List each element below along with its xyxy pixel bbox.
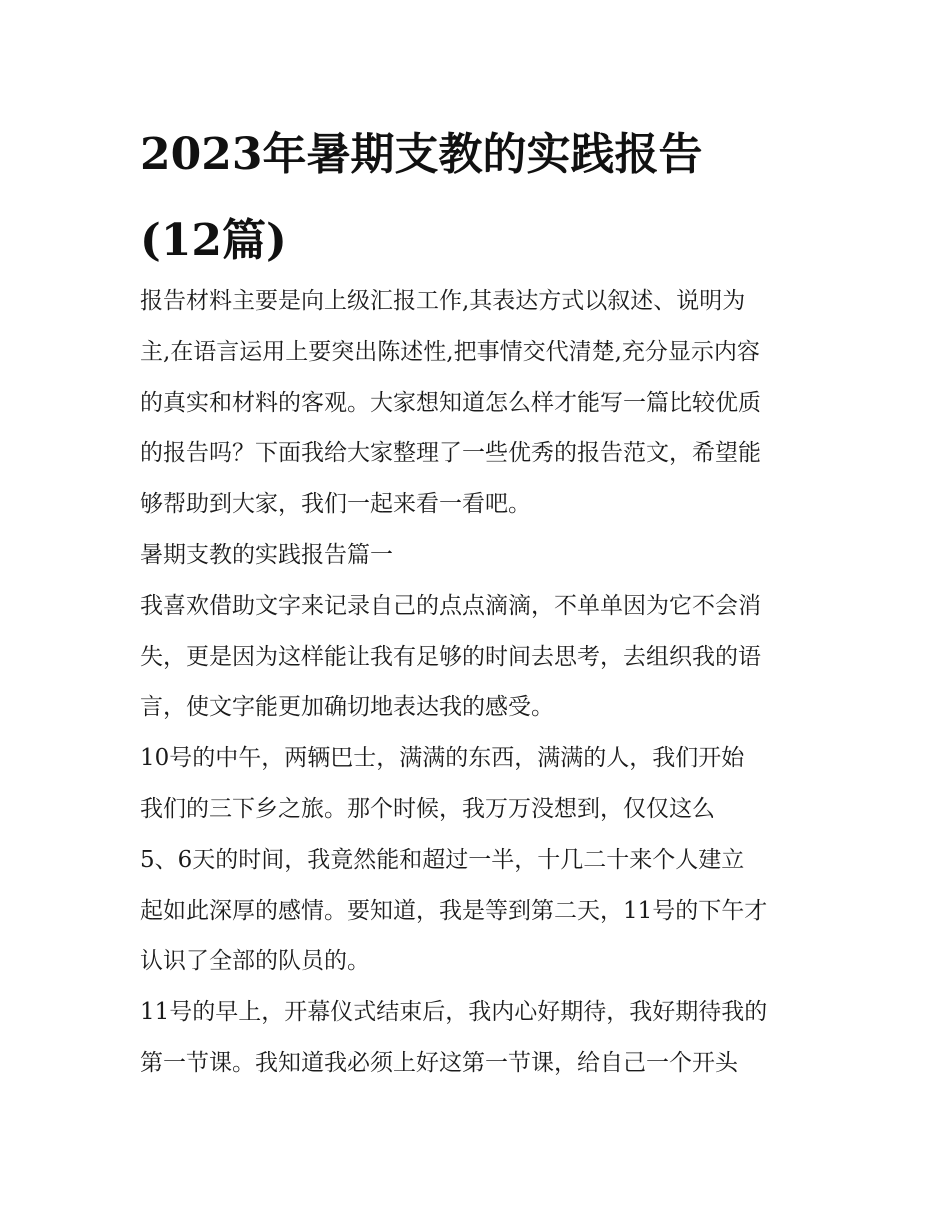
paragraph-line: 我们的三下乡之旅。那个时候，我万万没想到，仅仅这么 (140, 795, 715, 822)
paragraph-line: 失，更是因为这样能让我有足够的时间去思考，去组织我的语 (140, 643, 761, 670)
intro-line: 的报告吗？下面我给大家整理了一些优秀的报告范文，希望能 (140, 440, 761, 467)
title-line-2: (12篇) (140, 215, 287, 266)
paragraph-line: 认识了全部的队员的。 (140, 948, 370, 975)
paragraph-line: 5、6天的时间，我竟然能和超过一半，十几二十来个人建立 (140, 846, 745, 873)
intro-line: 主,在语言运用上要突出陈述性,把事情交代清楚,充分显示内容 (140, 338, 760, 365)
paragraph-line: 我喜欢借助文字来记录自己的点点滴滴，不单单因为它不会消 (140, 592, 761, 619)
paragraph-line: 起如此深厚的感情。要知道，我是等到第二天，11号的下午才 (140, 897, 768, 924)
paragraph-line: 言，使文字能更加确切地表达我的感受。 (140, 694, 554, 721)
paragraph-line: 10号的中午，两辆巴士，满满的东西，满满的人，我们开始 (140, 745, 745, 772)
section-heading: 暑期支教的实践报告篇一 (140, 541, 393, 568)
document-body (140, 276, 820, 1089)
intro-line: 报告材料主要是向上级汇报工作,其表达方式以叙述、说明为 (140, 288, 746, 314)
paragraph-line: 11号的早上，开幕仪式结束后，我内心好期待，我好期待我的 (140, 999, 768, 1026)
intro-line: 的真实和材料的客观。大家想知道怎么样才能写一篇比较优质 (140, 389, 761, 416)
page-title (140, 112, 820, 284)
paragraph-line: 第一节课。我知道我必须上好这第一节课，给自己一个开头 (140, 1049, 738, 1076)
title-line-1: 2023年暑期支教的实践报告 (140, 129, 703, 180)
intro-line: 够帮助到大家，我们一起来看一看吧。 (140, 491, 531, 518)
